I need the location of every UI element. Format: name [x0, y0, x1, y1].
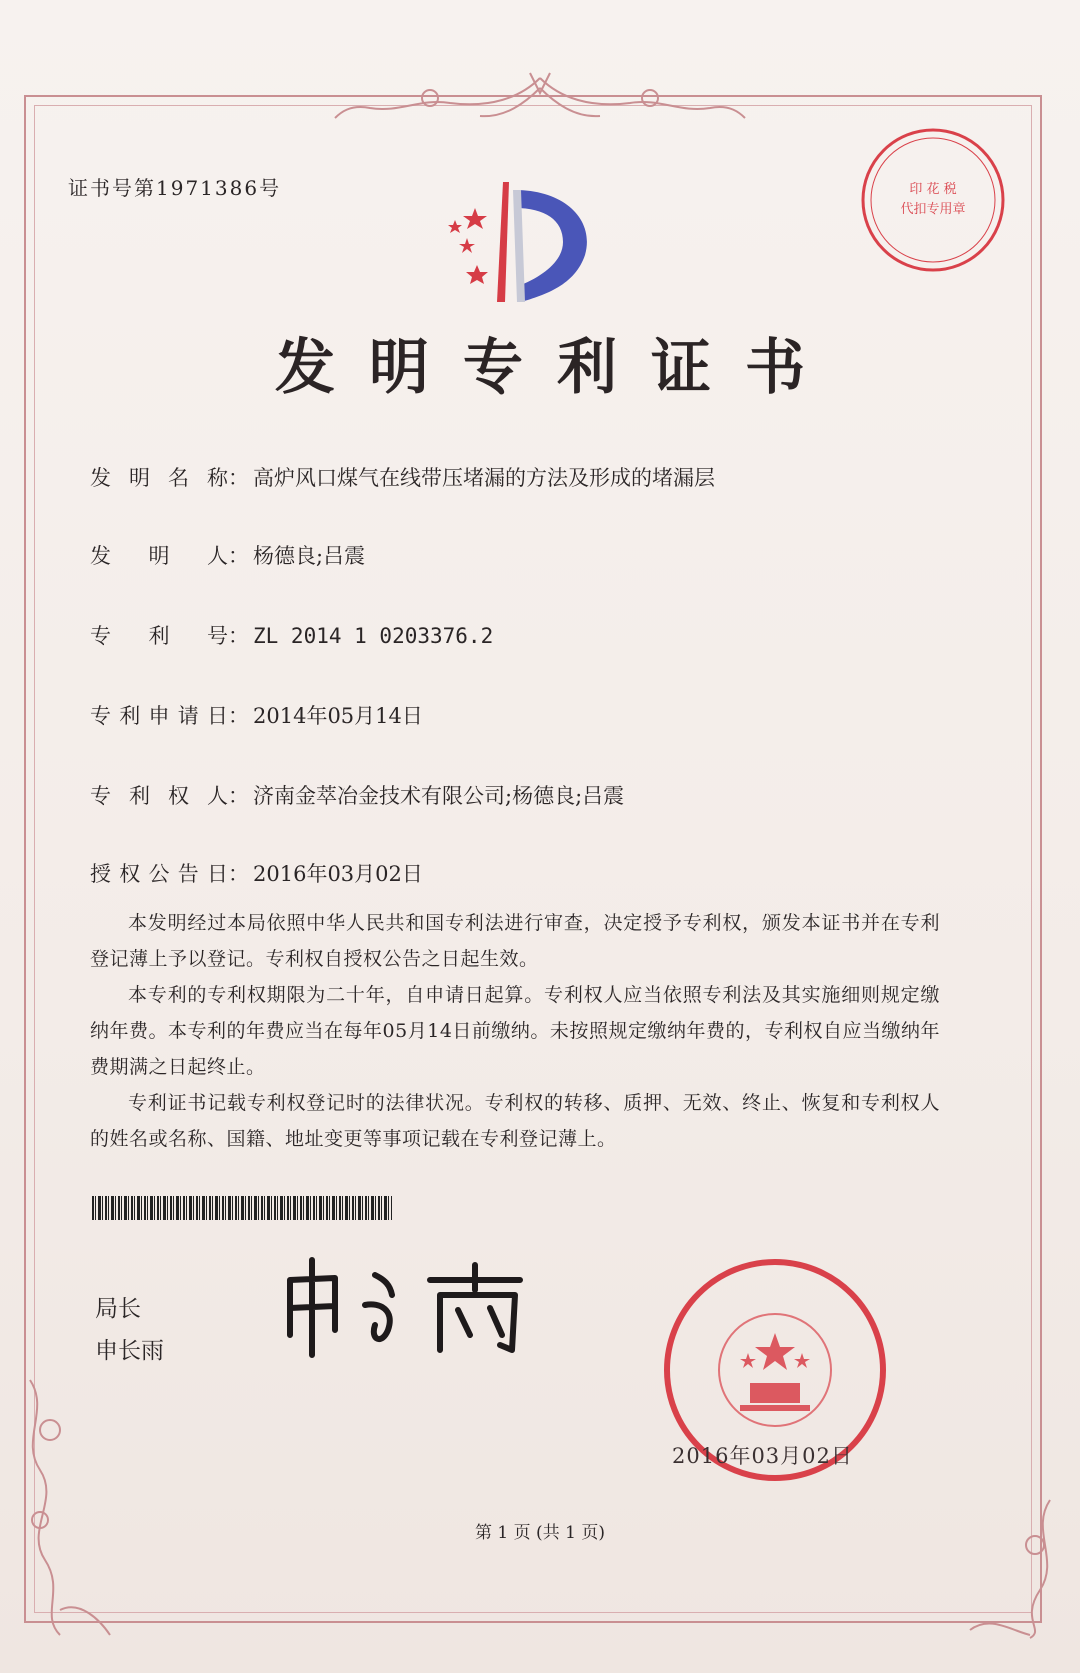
field-label: 发明名称: [90, 466, 228, 490]
field-patentee: 专利权人 ： 济南金萃冶金技术有限公司;杨德良;吕震: [90, 780, 624, 810]
field-value: 高炉风口煤气在线带压堵漏的方法及形成的堵漏层: [253, 466, 715, 490]
field-value: 2014年05月14日: [253, 704, 423, 728]
field-value: 2016年03月02日: [253, 862, 423, 886]
director-title: 局长: [95, 1296, 141, 1322]
certificate-body: [90, 905, 940, 1157]
field-invention-name: 发明名称 ： 高炉风口煤气在线带压堵漏的方法及形成的堵漏层: [90, 462, 715, 492]
director-name: 申长雨: [95, 1338, 164, 1364]
director-signature-icon: [280, 1250, 540, 1360]
tax-stamp-seal-icon: [858, 125, 1008, 275]
field-application-date: 专利申请日 ： 2014年05月14日: [90, 700, 423, 730]
bottom-right-ornament-icon: [960, 1490, 1070, 1640]
certificate-number: 证书号第1971386号: [68, 176, 282, 200]
patent-office-logo-icon: [445, 180, 615, 310]
field-value: ZL 2014 1 0203376.2: [253, 624, 494, 648]
field-label: 专利权人: [90, 784, 228, 808]
svg-text:代扣专用章: 代扣专用章: [900, 202, 966, 217]
field-label: 专利申请日: [90, 704, 228, 728]
certificate-title: 发明专利证书: [275, 333, 839, 403]
top-ornament-icon: [330, 68, 750, 128]
field-label: 专利号: [90, 624, 228, 648]
body-paragraph: 专利证书记载专利权登记时的法律状况。专利权的转移、质押、无效、终止、恢复和专利权人的姓名或名称、国籍、地址变更等事项记载在专利登记薄上。: [90, 1092, 940, 1150]
field-value: 济南金萃冶金技术有限公司;杨德良;吕震: [253, 784, 625, 808]
seal-date: 2016年03月02日: [672, 1444, 853, 1468]
field-grant-date: 授权公告日 ： 2016年03月02日: [90, 858, 423, 888]
field-value: 杨德良;吕震: [253, 544, 366, 568]
field-label: 发明人: [90, 544, 228, 568]
barcode: [92, 1196, 392, 1220]
body-paragraph: 本专利的专利权期限为二十年，自申请日起算。专利权人应当依照专利法及其实施细则规定缴纳年费。本专利的年费应当在每年05月14日前缴纳。未按照规定缴纳年费的，专利权自应当缴纳年费期满之日起终止。: [90, 984, 940, 1078]
page-number: 第 1 页 (共 1 页): [475, 1523, 605, 1543]
body-paragraph: 本发明经过本局依照中华人民共和国专利法进行审查，决定授予专利权，颁发本证书并在专利登记薄上予以登记。专利权自授权公告之日起生效。: [90, 912, 940, 970]
field-inventor: 发明人 ： 杨德良;吕震: [90, 540, 365, 570]
field-patent-number: 专利号 ： ZL 2014 1 0203376.2: [90, 620, 493, 650]
field-label: 授权公告日: [90, 862, 228, 886]
svg-text:印 花 税: 印 花 税: [909, 182, 957, 197]
bottom-left-ornament-icon: [10, 1370, 120, 1640]
